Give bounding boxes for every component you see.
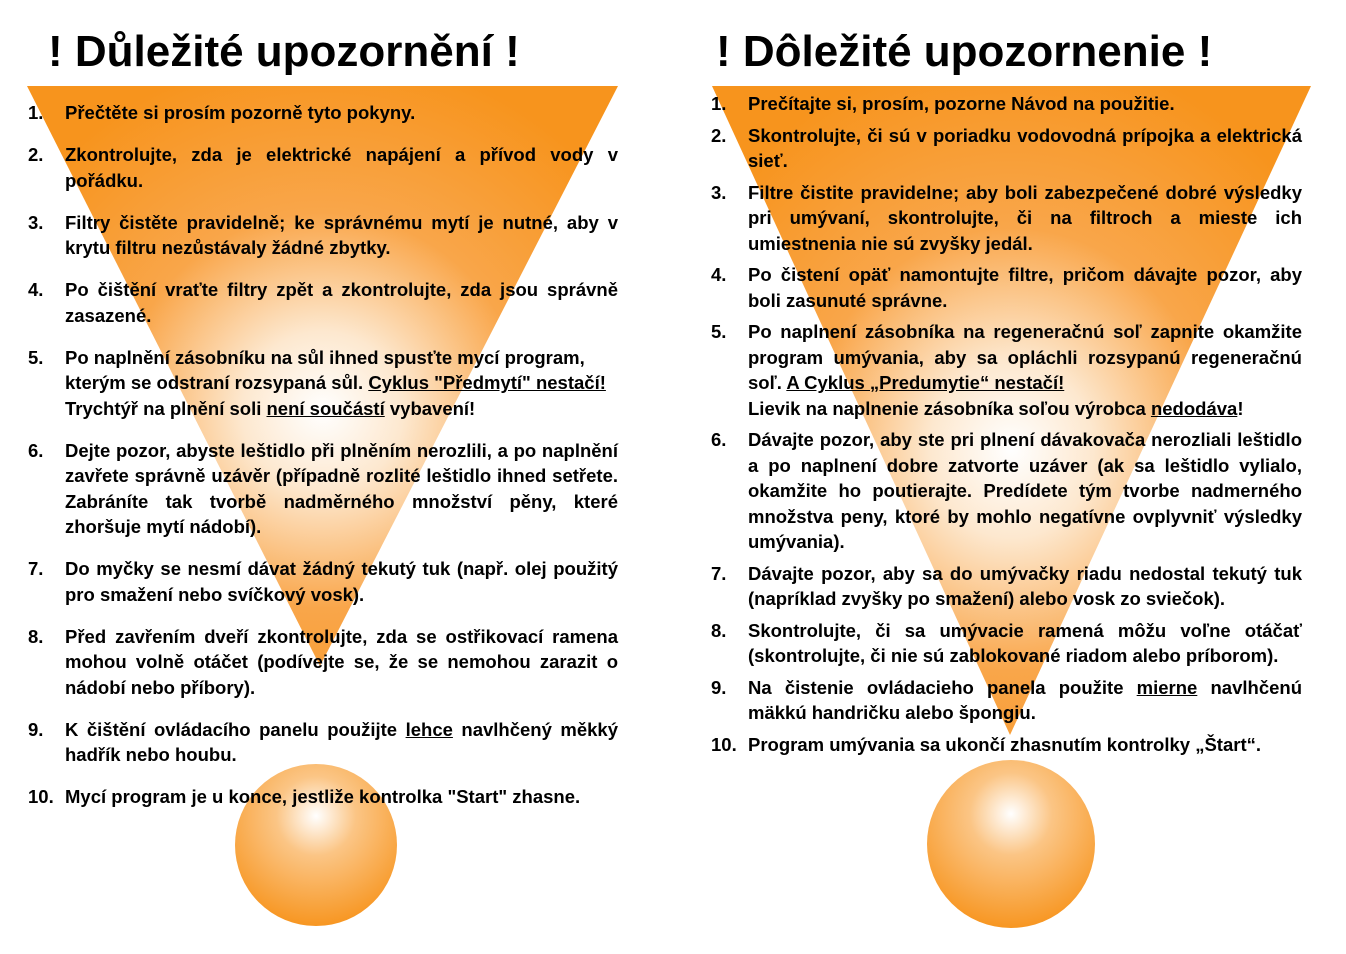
- list-item: [28, 717, 618, 768]
- item-warning-underlined: A Cyklus „Predumytie“ nestačí!: [786, 372, 1065, 393]
- item-text: Filtre čistite pravidelne; aby boli zabezpečené dobré výsledky pri umývaní, skontrolujte, či na filtroch a mieste ich umiestnenia nie sú zvyšky jedál.: [748, 181, 1302, 254]
- list-item: [711, 732, 1302, 758]
- item-text: Po čistení opäť namontujte filtre, pričom dávajte pozor, aby boli zasunuté správne.: [748, 264, 1302, 311]
- item-number: 10.: [28, 786, 54, 807]
- item-text: Prečítajte si, prosím, pozorne Návod na použitie.: [748, 93, 1175, 114]
- list-item: [28, 210, 618, 261]
- instructions-column-cz: [28, 100, 618, 826]
- item-text: !: [1237, 397, 1244, 419]
- item-text-underlined: mierne: [1136, 676, 1198, 698]
- list-item: [711, 123, 1302, 174]
- list-item: [28, 142, 618, 193]
- item-number: 4.: [711, 264, 727, 285]
- list-item: [711, 618, 1302, 669]
- list-item: [711, 91, 1302, 117]
- item-number: 8.: [28, 625, 44, 647]
- list-item: [28, 784, 618, 810]
- item-text: Po naplnení zásobníka na regeneračnú soľ zapnite okamžite program umývania, aby sa opláchli rozsypanú regeneračnú soľ.: [748, 321, 1302, 393]
- item-number: 7.: [711, 562, 727, 584]
- item-text: Program umývania sa ukončí zhasnutím kontrolky „Štart“.: [748, 733, 1261, 755]
- item-text-underlined: lehce: [405, 718, 453, 740]
- instruction-list-cz: [28, 100, 618, 810]
- item-number: 2.: [711, 124, 727, 146]
- list-item: [28, 624, 618, 701]
- item-number: 1.: [711, 93, 727, 114]
- item-text: navlhčenú mäkkú handričku alebo špongiu.: [748, 676, 1302, 723]
- item-number: 2.: [28, 144, 44, 165]
- item-text: Lievik na naplnenie zásobníka soľou výrobca: [748, 397, 1151, 419]
- list-item: [711, 675, 1302, 726]
- item-number: 1.: [28, 102, 44, 123]
- instruction-list-sk: [711, 91, 1302, 757]
- item-text: K čištění ovládacího panelu použijte: [65, 718, 406, 740]
- item-text: navlhčený měkký hadřík nebo houbu.: [65, 718, 618, 765]
- item-text-underlined: nedodáva: [1150, 397, 1238, 419]
- list-item: [711, 262, 1302, 313]
- item-number: 4.: [28, 279, 44, 300]
- item-text: Trychtýř na plnění soli: [65, 397, 267, 419]
- list-item: [711, 561, 1302, 612]
- item-number: 9.: [711, 676, 727, 698]
- instructions-column-sk: [711, 91, 1302, 763]
- item-number: 10.: [711, 733, 737, 755]
- item-text: Dávajte pozor, aby ste pri plnení dávakovača nerozliali leštidlo a po naplnení dobre zatvorte uzáver (ak sa leštidlo vylialo, okamžite ho poutierajte. Predídete tým tvorbe nadmerného množstva peny, ktoré by mohlo negatívne ovplyvniť výsledky umývania).: [748, 429, 1302, 552]
- list-item: [28, 277, 618, 328]
- item-number: 7.: [28, 558, 44, 579]
- item-text: Skontrolujte, či sa umývacie ramená môžu voľne otáčať (skontrolujte, či nie sú zablokované riadom alebo príborom).: [748, 619, 1302, 666]
- item-warning-underlined: Cyklus "Předmytí" nestačí!: [368, 372, 606, 393]
- item-number: 3.: [711, 181, 727, 203]
- item-text: Skontrolujte, či sú v poriadku vodovodná prípojka a elektrická sieť.: [748, 124, 1302, 171]
- item-text: Mycí program je u konce, jestliže kontrolka "Start" zhasne.: [65, 786, 581, 807]
- item-number: 9.: [28, 718, 44, 740]
- list-item: [28, 556, 618, 607]
- item-text: Po čištění vraťte filtry zpět a zkontrolujte, zda jsou správně zasazené.: [65, 279, 618, 326]
- item-text: Přečtěte si prosím pozorně tyto pokyny.: [65, 102, 416, 123]
- item-number: 8.: [711, 619, 727, 641]
- list-item: [711, 427, 1302, 555]
- item-text: Zkontrolujte, zda je elektrické napájení a přívod vody v pořádku.: [65, 144, 618, 191]
- item-number: 5.: [711, 321, 727, 342]
- item-number: 6.: [711, 429, 727, 450]
- item-text-underlined: není součástí: [266, 397, 385, 419]
- item-text: Před zavřením dveří zkontrolujte, zda se ostřikovací ramena mohou volně otáčet (podívejte se, že se nemohou zarazit o nádobí nebo příbory).: [65, 625, 618, 698]
- item-number: 3.: [28, 211, 44, 233]
- item-text: Filtry čistěte pravidelně; ke správnému mytí je nutné, aby v krytu filtru nezůstávaly žádné zbytky.: [65, 211, 618, 258]
- item-text: Na čistenie ovládacieho panela použite: [748, 676, 1137, 698]
- page-title-cz: ! Důležité upozornění !: [48, 27, 520, 76]
- list-item: [711, 180, 1302, 257]
- list-item: [28, 345, 618, 422]
- list-item: [711, 319, 1302, 421]
- item-number: 5.: [28, 346, 44, 368]
- page-title-sk: ! Dôležité upozornenie !: [716, 27, 1213, 76]
- item-text: vybavení!: [384, 397, 476, 419]
- list-item: [28, 438, 618, 540]
- list-item: [28, 100, 618, 126]
- item-text: Dejte pozor, abyste leštidlo při plněním nerozlili, a po naplnění zavřete správně uzávěr (případně rozlité leštidlo ihned setřete. Zabráníte tak tvorbě nadměrného množství pěny, které zhoršuje mytí nádobí).: [65, 439, 618, 537]
- item-text: Po naplnění zásobníku na sůl ihned spusťte mycí program, kterým se odstraní rozsypaná sůl.: [65, 346, 585, 393]
- item-text: Dávajte pozor, aby sa do umývačky riadu nedostal tekutý tuk (napríklad zvyšky po smažení) alebo vosk zo sviečok).: [748, 562, 1302, 609]
- item-number: 6.: [28, 439, 44, 461]
- item-text: Do myčky se nesmí dávat žádný tekutý tuk (např. olej použitý pro smažení nebo svíčkový vosk).: [65, 558, 618, 605]
- exclamation-dot-right: [927, 760, 1095, 928]
